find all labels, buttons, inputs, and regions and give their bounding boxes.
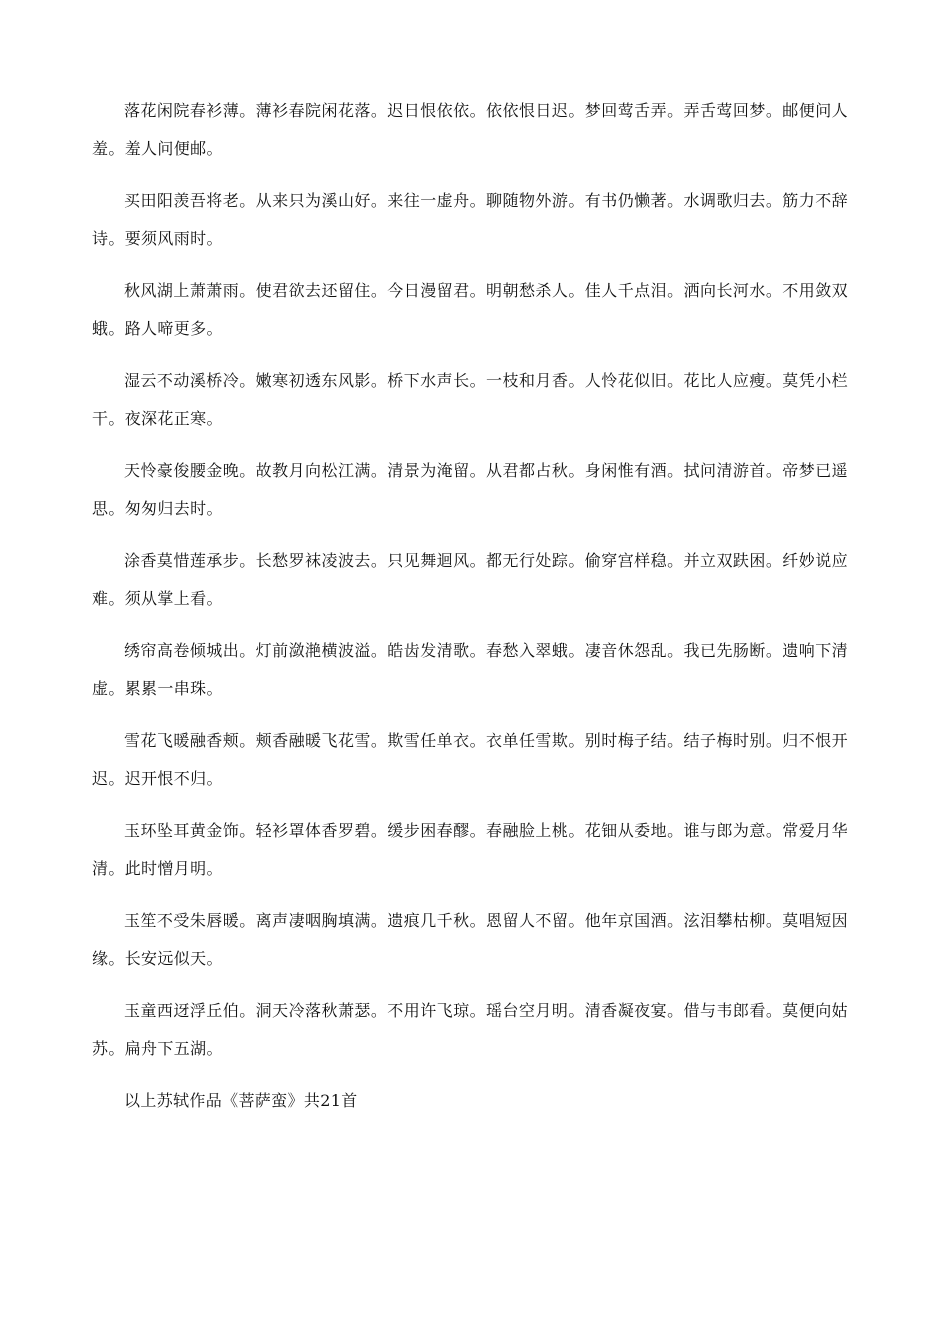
poem-paragraph-1: 落花闲院春衫薄。薄衫春院闲花落。迟日恨依依。依依恨日迟。梦回莺舌弄。弄舌莺回梦。邮便问人羞。羞人问便邮。 bbox=[92, 101, 848, 158]
document-body bbox=[92, 92, 848, 1135]
poem-paragraph-3: 秋风湖上萧萧雨。使君欲去还留住。今日漫留君。明朝愁杀人。佳人千点泪。洒向长河水。不用敛双蛾。路人啼更多。 bbox=[92, 281, 848, 338]
poem-paragraph-6: 涂香莫惜莲承步。长愁罗袜凌波去。只见舞迴风。都无行处踪。偷穿宫样稳。并立双趺困。纤妙说应难。须从掌上看。 bbox=[92, 551, 848, 608]
poem-paragraph-4: 湿云不动溪桥冷。嫩寒初透东风影。桥下水声长。一枝和月香。人怜花似旧。花比人应瘦。莫凭小栏干。夜深花正寒。 bbox=[92, 371, 848, 428]
poem-paragraph-10: 玉笙不受朱唇暖。离声凄咽胸填满。遗痕几千秋。恩留人不留。他年京国酒。泫泪攀枯柳。莫唱短因缘。长安远似天。 bbox=[92, 911, 848, 968]
poem-paragraph-5: 天怜豪俊腰金晚。故教月向松江满。清景为淹留。从君都占秋。身闲惟有酒。拭问清游首。帝梦已遥思。匆匆归去时。 bbox=[92, 461, 848, 518]
poem-paragraph-9: 玉环坠耳黄金饰。轻衫罩体香罗碧。缓步困春醪。春融脸上桃。花钿从委地。谁与郎为意。常爱月华清。此时憎月明。 bbox=[92, 821, 848, 878]
closing-note: 以上苏轼作品《菩萨蛮》共21首 bbox=[124, 1091, 358, 1110]
poem-paragraph-8: 雪花飞暖融香颊。颊香融暖飞花雪。欺雪任单衣。衣单任雪欺。别时梅子结。结子梅时别。归不恨开迟。迟开恨不归。 bbox=[92, 731, 848, 788]
poem-paragraph-7: 绣帘高卷倾城出。灯前潋滟横波溢。皓齿发清歌。春愁入翠蛾。凄音休怨乱。我已先肠断。遗响下清虚。累累一串珠。 bbox=[92, 641, 848, 698]
poem-paragraph-11: 玉童西迓浮丘伯。洞天冷落秋萧瑟。不用许飞琼。瑶台空月明。清香凝夜宴。借与韦郎看。莫便向姑苏。扁舟下五湖。 bbox=[92, 1001, 848, 1058]
poem-paragraph-2: 买田阳羡吾将老。从来只为溪山好。来往一虚舟。聊随物外游。有书仍懒著。水调歌归去。筋力不辞诗。要须风雨时。 bbox=[92, 191, 848, 248]
